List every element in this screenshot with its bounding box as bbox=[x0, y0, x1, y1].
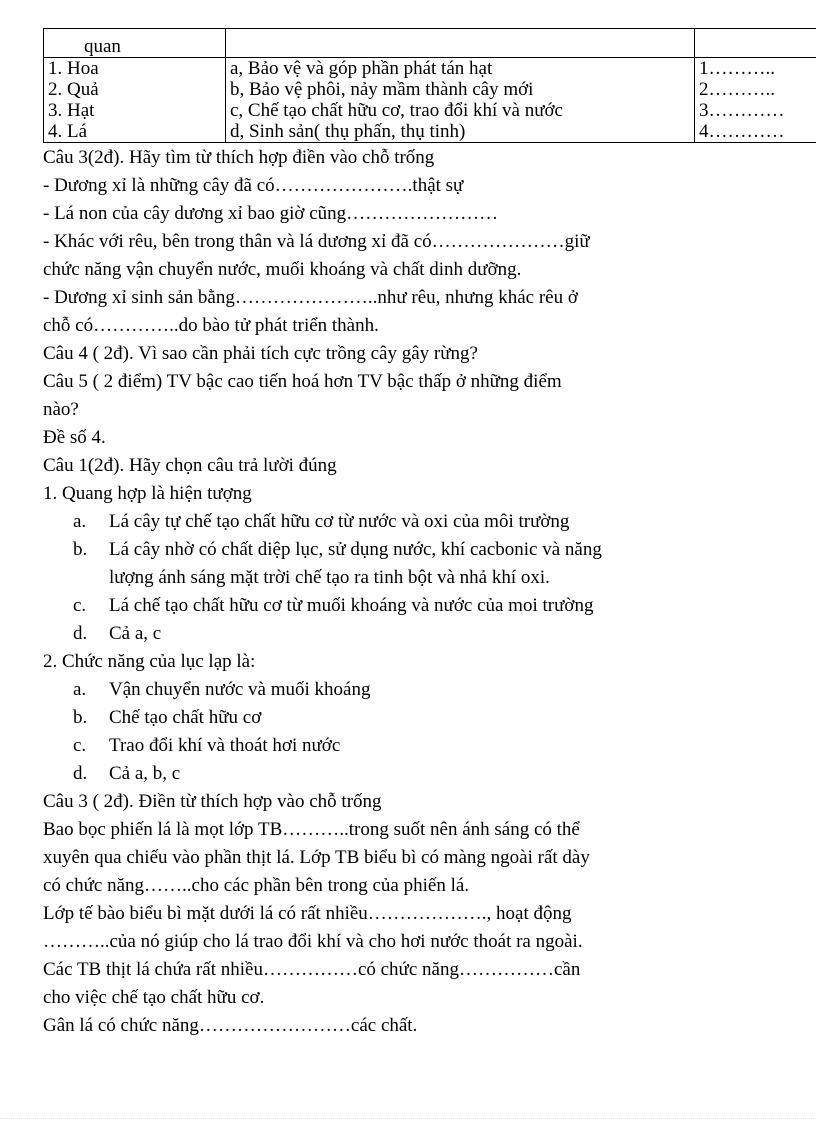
table-row bbox=[44, 58, 816, 143]
text-line: Lớp tế bào biểu bì mặt dưới lá có rất nhiều………………., hoạt động bbox=[43, 903, 572, 924]
option-marker: b. bbox=[73, 539, 88, 560]
answer-blank: 2……….. bbox=[699, 79, 775, 100]
option-text: Trao đổi khí và thoát hơi nước bbox=[109, 735, 341, 756]
function-item: c, Chế tạo chất hữu cơ, trao đổi khí và nước bbox=[230, 100, 563, 121]
text-line: nào? bbox=[43, 399, 79, 420]
answer-option bbox=[43, 676, 783, 704]
text-line: xuyên qua chiếu vào phần thịt lá. Lớp TB biểu bì có màng ngoài rất dày bbox=[43, 847, 590, 868]
answer-option bbox=[43, 620, 783, 648]
function-item: b, Bảo vệ phôi, nảy mầm thành cây mới bbox=[230, 79, 534, 100]
function-item: a, Bảo vệ và góp phần phát tán hạt bbox=[230, 58, 493, 79]
text-line: - Lá non của cây dương xỉ bao giờ cũng…………………… bbox=[43, 203, 499, 224]
organ-item: 2. Quả bbox=[48, 79, 99, 100]
text-line: Bao bọc phiến lá là mọt lớp TB………..trong suốt nên ánh sáng có thể bbox=[43, 819, 580, 840]
option-text: Lá chế tạo chất hữu cơ từ muối khoáng và nước của moi trường bbox=[109, 595, 594, 616]
page-bottom-divider bbox=[0, 1118, 816, 1119]
text-line: chức năng vận chuyển nước, muối khoáng và chất dinh dưỡng. bbox=[43, 259, 522, 280]
document-page bbox=[43, 28, 783, 1040]
option-text: Vận chuyển nước và muối khoáng bbox=[109, 679, 371, 700]
option-text: lượng ánh sáng mặt trời chế tạo ra tinh bột và nhả khí oxi. bbox=[109, 567, 550, 588]
option-text: Cả a, c bbox=[109, 623, 162, 644]
answer-blank: 4………… bbox=[699, 121, 785, 142]
text-line: Gân lá có chức năng……………………các chất. bbox=[43, 1015, 418, 1036]
organ-item: 4. Lá bbox=[48, 121, 88, 142]
option-text: Lá cây tự chế tạo chất hữu cơ từ nước và oxi của môi trường bbox=[109, 511, 570, 532]
answer-option bbox=[43, 704, 783, 732]
text-line: Câu 3(2đ). Hãy tìm từ thích hợp điền vào chỗ trống bbox=[43, 147, 435, 168]
option-text: Chế tạo chất hữu cơ bbox=[109, 707, 262, 728]
question-text-body bbox=[43, 144, 783, 1040]
answer-option bbox=[43, 592, 783, 620]
function-item: d, Sinh sản( thụ phấn, thụ tinh) bbox=[230, 121, 466, 142]
text-line: Câu 5 ( 2 điểm) TV bậc cao tiến hoá hơn TV bậc thấp ở những điểm bbox=[43, 371, 562, 392]
text-line: - Dương xỉ sinh sản bằng…………………..như rêu, nhưng khác rêu ở bbox=[43, 287, 578, 308]
text-line: ………..của nó giúp cho lá trao đổi khí và cho hơi nước thoát ra ngoài. bbox=[43, 931, 583, 952]
text-line: cho việc chế tạo chất hữu cơ. bbox=[43, 987, 265, 1008]
text-line: - Dương xỉ là những cây đã có………………….thật sự bbox=[43, 175, 464, 196]
option-text: Cả a, b, c bbox=[109, 763, 181, 784]
table-header-cell bbox=[695, 29, 816, 58]
text-line: Câu 4 ( 2đ). Vì sao cần phải tích cực trồng cây gây rừng? bbox=[43, 343, 478, 364]
table-header-cell: quan bbox=[44, 29, 226, 58]
answer-blank: 1……….. bbox=[699, 58, 775, 79]
option-marker: c. bbox=[73, 595, 87, 616]
text-line: có chức năng……..cho các phần bên trong của phiến lá. bbox=[43, 875, 470, 896]
organ-item: 1. Hoa bbox=[48, 58, 99, 79]
text-line: 1. Quang hợp là hiện tượng bbox=[43, 483, 252, 504]
option-marker: b. bbox=[73, 707, 88, 728]
text-line: Câu 3 ( 2đ). Điền từ thích hợp vào chỗ trống bbox=[43, 791, 382, 812]
answer-option-continuation bbox=[43, 564, 783, 592]
text-line: 2. Chức năng của lục lạp là: bbox=[43, 651, 256, 672]
answer-option bbox=[43, 760, 783, 788]
text-line: Câu 1(2đ). Hãy chọn câu trả lười đúng bbox=[43, 455, 337, 476]
organ-item: 3. Hạt bbox=[48, 100, 95, 121]
answer-blank: 3………… bbox=[699, 100, 785, 121]
table-header-cell bbox=[226, 29, 695, 58]
text-line: - Khác với rêu, bên trong thân và lá dương xỉ đã có…………………giữ bbox=[43, 231, 590, 252]
answer-option bbox=[43, 508, 783, 536]
table-header-row bbox=[44, 29, 816, 58]
option-text: Lá cây nhờ có chất diệp lục, sử dụng nước, khí cacbonic và năng bbox=[109, 539, 602, 560]
option-marker: d. bbox=[73, 763, 88, 784]
option-marker: d. bbox=[73, 623, 88, 644]
matching-table bbox=[43, 28, 816, 143]
option-marker: a. bbox=[73, 679, 87, 700]
function-column bbox=[226, 58, 695, 143]
answer-column bbox=[695, 58, 816, 143]
option-marker: c. bbox=[73, 735, 87, 756]
answer-option bbox=[43, 732, 783, 760]
option-marker: a. bbox=[73, 511, 87, 532]
text-line: Đề số 4. bbox=[43, 427, 106, 448]
text-line: chỗ có…………..do bào tử phát triển thành. bbox=[43, 315, 379, 336]
answer-option bbox=[43, 536, 783, 564]
text-line: Các TB thịt lá chứa rất nhiều……………có chức năng……………cần bbox=[43, 959, 581, 980]
organ-column bbox=[44, 58, 226, 143]
